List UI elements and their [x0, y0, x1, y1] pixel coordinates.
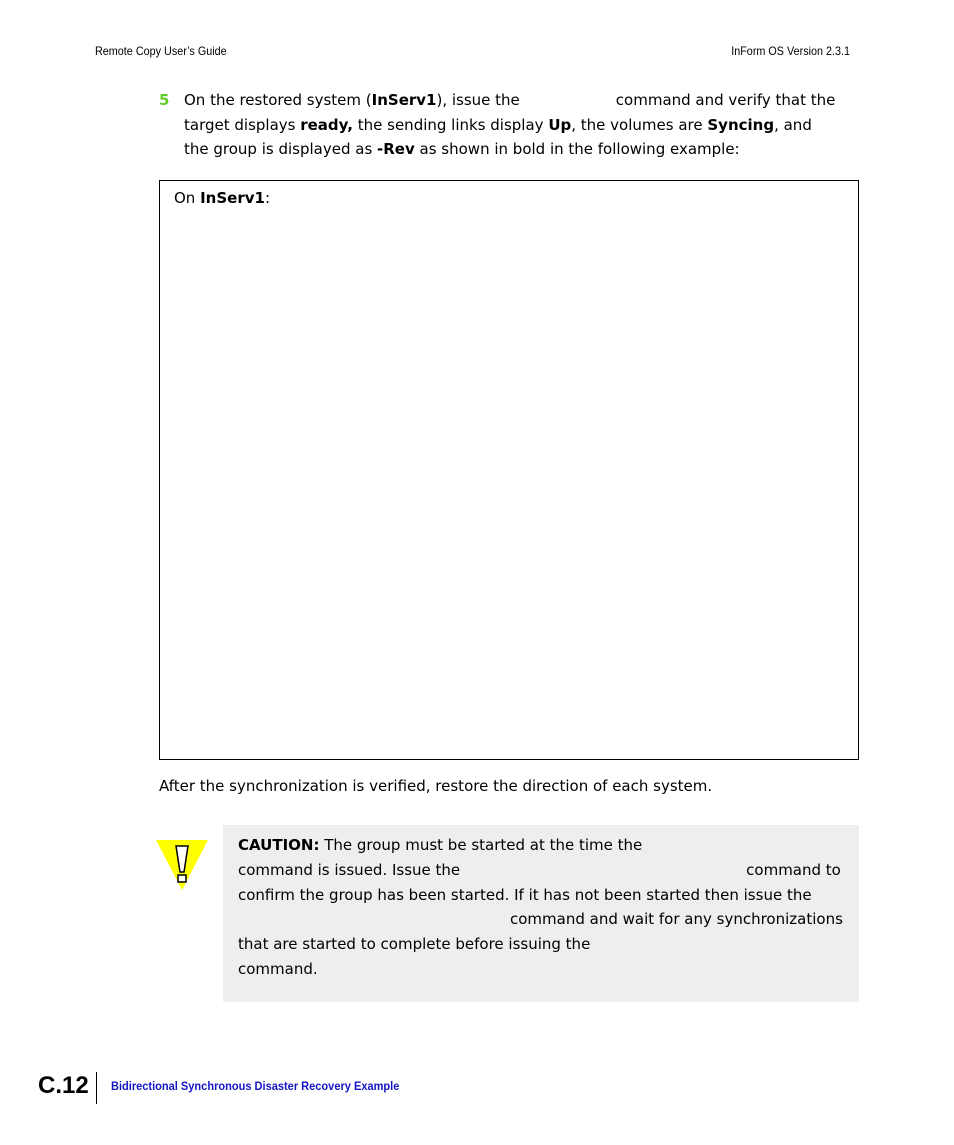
caution-line-3: confirm the group has been started. If it has not been started then issue the: [238, 885, 812, 904]
caution-line-1-text: The group must be started at the time the: [319, 836, 643, 854]
example-on: On: [174, 189, 201, 207]
caution-box: [223, 825, 859, 1002]
step-text-2: ), issue the: [436, 91, 520, 109]
running-header-right: InForm OS Version 2.3.1: [731, 44, 850, 58]
warning-exclamation-icon: [154, 838, 210, 892]
caution-line-6: command.: [238, 959, 318, 978]
syncing-keyword: Syncing: [707, 115, 775, 134]
caution-line-1: [238, 833, 844, 858]
step-text-7: as shown in bold in the following example:: [414, 140, 740, 158]
footer-chapter-title: Bidirectional Synchronous Disaster Recovery Example: [111, 1079, 400, 1093]
running-header-left: Remote Copy User’s Guide: [95, 44, 227, 58]
example-system: InServ1: [200, 189, 265, 207]
example-label: [174, 189, 270, 207]
step-text-4: the sending links display: [352, 115, 549, 134]
caution-text: [238, 833, 844, 982]
up-keyword: Up: [548, 115, 572, 134]
page-number: C.12: [38, 1072, 89, 1099]
caution-line-2a: command is issued. Issue the: [238, 860, 461, 879]
system-name: InServ1: [371, 91, 437, 109]
step-text: [184, 88, 839, 162]
step-number: 5: [159, 91, 170, 109]
caution-line-5: that are started to complete before issuing the: [238, 935, 591, 954]
step-text-3: command and verify that the target displays: [184, 91, 836, 134]
step-text-5: , the volumes are: [571, 115, 708, 134]
after-sync-text: After the synchronization is verified, restore the direction of each system.: [159, 777, 713, 795]
example-output-box: [159, 180, 859, 760]
caution-line-4: command and wait for any synchronizations: [510, 910, 843, 929]
step-text-1: On the restored system (: [184, 91, 372, 109]
footer-divider: [96, 1072, 97, 1104]
rev-keyword: -Rev: [377, 140, 415, 158]
example-colon: :: [264, 189, 271, 207]
caution-line-2: [238, 858, 844, 883]
caution-label: CAUTION:: [238, 836, 320, 854]
step-5: [159, 88, 839, 162]
step-text-6: , and the group is displayed as: [184, 115, 812, 158]
ready-keyword: ready,: [300, 115, 353, 134]
caution-line-2b: command to: [746, 860, 841, 879]
